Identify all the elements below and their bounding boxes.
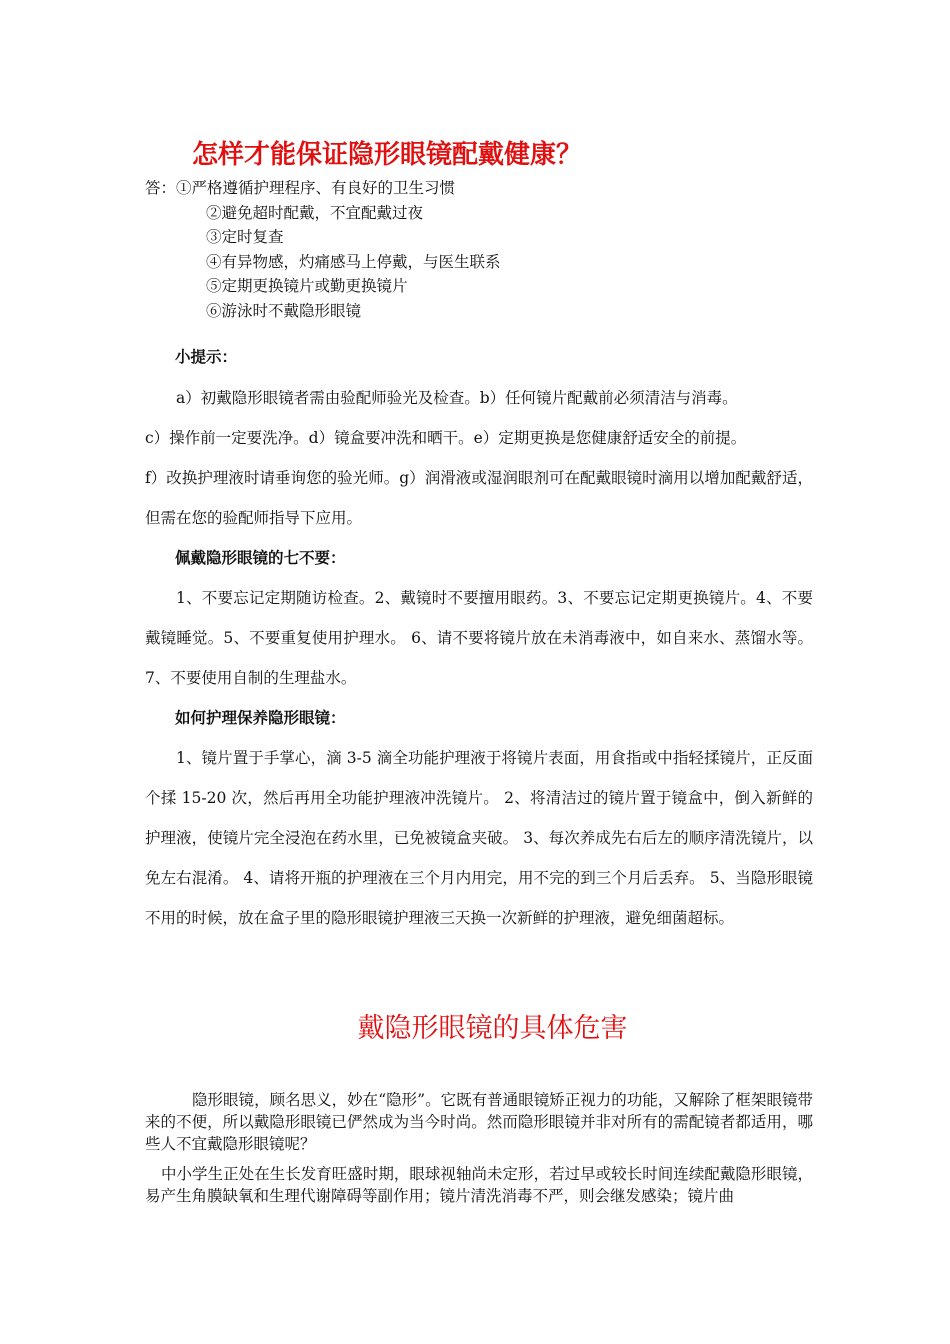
- hazards-paragraph: 中小学生正处在生长发育旺盛时期，眼球视轴尚未定形，若过早或较长时间连续配戴隐形眼镜，易产生角膜缺氧和生理代谢障碍等副作用；镜片清洗消毒不严，则会继发感染；镜片曲: [145, 1165, 813, 1205]
- answer-item: ⑥游泳时不戴隐形眼镜: [206, 301, 362, 320]
- seven-donts-paragraph: 1、不要忘记定期随访检查。2、戴镜时不要擅用眼药。3、不要忘记定期更换镜片。4、不要戴镜睡觉。5、不要重复使用护理水。 6、请不要将镜片放在未消毒液中，如自来水、蒸馏水等。7、不要使用自制的生理盐水。: [145, 589, 813, 687]
- tips-paragraph: a）初戴隐形眼镜者需由验配师验光及检查。b）任何镜片配戴前必须清洁与消毒。: [176, 389, 738, 407]
- tips-paragraph: c）操作前一定要洗净。d）镜盒要冲洗和晒干。e）定期更换是您健康舒适安全的前提。: [145, 429, 747, 447]
- care-heading: 如何护理保养隐形眼镜：: [175, 709, 346, 727]
- answer-item: ②避免超时配戴，不宜配戴过夜: [206, 203, 424, 222]
- tips-paragraph: f）改换护理液时请垂询您的验光师。g）润滑液或湿润眼剂可在配戴眼镜时滴用以增加配戴舒适，但需在您的验配师指导下应用。: [145, 469, 813, 527]
- answer-item: ③定时复查: [206, 228, 284, 246]
- hazards-title: 戴隐形眼镜的具体危害: [357, 1013, 628, 1044]
- answer-item: ④有异物感，灼痛感马上停戴，与医生联系: [206, 252, 501, 271]
- seven-donts-heading: 佩戴隐形眼镜的七不要：: [175, 549, 346, 567]
- page-title: 怎样才能保证隐形眼镜配戴健康？: [192, 140, 583, 170]
- care-paragraph: 1、镜片置于手掌心，滴 3-5 滴全功能护理液于将镜片表面，用食指或中指轻揉镜片，正反面个揉 15-20 次，然后再用全功能护理液冲洗镜片。 2、将清洁过的镜片置于镜盒中，倒入新鲜的护理液，使镜片完全浸泡在药水里，已免被镜盒夹破。 3、每次养成先右后左的顺序清洗镜片，以免左右混淆。 4、请将开瓶的护理液在三个月内用完，用不完的到三个月后丢弃。 5、当隐形眼镜不用的时候，放在盒子里的隐形眼镜护理液三天换一次新鲜的护理液，避免细菌超标。: [145, 749, 813, 927]
- answer-list: [145, 176, 501, 323]
- tips-heading: 小提示：: [175, 348, 238, 366]
- answer-item: 答：①严格遵循护理程序、有良好的卫生习惯: [145, 179, 456, 197]
- hazards-paragraph: 隐形眼镜，顾名思义，妙在“隐形”。它既有普通眼镜矫正视力的功能，又解除了框架眼镜带来的不便，所以戴隐形眼镜已俨然成为当今时尚。然而隐形眼镜并非对所有的需配镜者都适用，哪些人不宜戴隐形眼镜呢？: [145, 1091, 813, 1153]
- answer-item: ⑤定期更换镜片或勤更换镜片: [206, 277, 408, 295]
